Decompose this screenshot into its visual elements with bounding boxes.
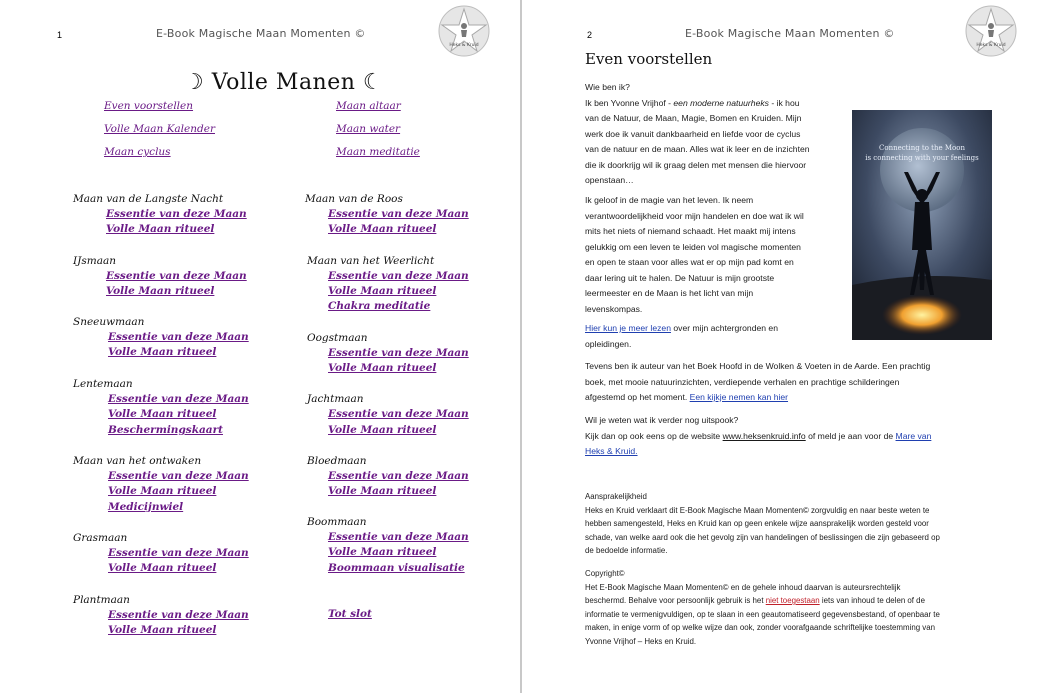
- text-line: Het E-Book Magische Maan Momenten© en de gehele inhoud daarvan is auteursrechtelijk: [585, 582, 901, 592]
- book-paragraph: Tevens ben ik auteur van het Boek Hoofd in de Wolken & Voeten in de Aarde. Een prachtig boek, met mooie natuurinzichten, verdiepende verhalen en prachtige schilderingen afgestemd op het moment. Een kijkje nemen kan hier: [585, 359, 1005, 406]
- moon-link[interactable]: Volle Maan ritueel: [328, 546, 437, 558]
- text-line: hebben samengesteld, Heks en Kruid kan op geen enkele wijze aansprakelijk worden gesteld voor: [585, 519, 929, 528]
- moon-heading: Plantmaan: [73, 594, 130, 606]
- text-line: gelukkig om een leven te leiden vol magische momenten: [585, 241, 801, 252]
- moon-heading: Boommaan: [307, 516, 367, 528]
- toc-link-even-voorstellen[interactable]: Even voorstellen: [104, 100, 194, 112]
- text-line: informatie te vermenigvuldigen, op te slaan in een geautomatiseerd gegevensbestand, of openbaar te: [585, 609, 940, 619]
- text-line: mits het niets of niemand schaadt. Het maakt mij intens: [585, 226, 796, 236]
- page-number: 1: [57, 30, 63, 40]
- toc-link-tot-slot[interactable]: Tot slot: [328, 608, 372, 620]
- more-info-paragraph: Hier kun je meer lezen over mijn achtergronden en opleidingen.: [585, 321, 845, 352]
- page-number: 2: [587, 30, 593, 40]
- text-line: levenskompas.: [585, 303, 643, 314]
- text-line: opleidingen.: [585, 338, 632, 349]
- toc-link-maan-meditatie[interactable]: Maan meditatie: [336, 146, 420, 158]
- meer-lezen-link[interactable]: Hier kun je meer lezen: [585, 323, 671, 333]
- moon-link[interactable]: Essentie van deze Maan: [108, 609, 249, 621]
- copyright-section: Copyright© Het E-Book Magische Maan Momenten© en de gehele inhoud daarvan is auteursrechtelijk beschermd. Behalve voor persoonlijk gebruik is het niet toegestaan iets van inhoud te delen of de informatie te vermenigvuldigen, op te slaan in een geautomatiseerd gegevensbestand, of openbaar te maken, in enige vorm of op welke wijze dan ook, zonder voorafgaande schriftelijke toestemming van Yvonne Vrijhof – Heks en Kruid.: [585, 567, 1025, 648]
- image-caption-line2: is connecting with your feelings: [865, 154, 979, 162]
- moon-link[interactable]: Chakra meditatie: [328, 300, 431, 312]
- moon-link[interactable]: Essentie van deze Maan: [328, 531, 469, 543]
- newsletter-link[interactable]: Mare van: [895, 430, 932, 441]
- text-line: daar lering uit te halen. De Natuur is mijn grootste: [585, 272, 775, 283]
- question-heading: Wil je weten wat ik verder nog uitspook?: [585, 415, 739, 425]
- toc-link-volle-maan-kalender[interactable]: Volle Maan Kalender: [104, 123, 215, 135]
- moon-link[interactable]: Essentie van deze Maan: [328, 208, 469, 220]
- heks-kruid-logo: [437, 4, 491, 58]
- toc-link-maan-altaar[interactable]: Maan altaar: [336, 100, 401, 112]
- moon-heading: Maan van de Roos: [305, 193, 403, 205]
- text-line: van de Natuur, de Maan, Magie, Bomen en Kruiden. Mijn: [585, 113, 802, 123]
- moon-link[interactable]: Beschermingskaart: [108, 424, 223, 436]
- moon-link[interactable]: Volle Maan ritueel: [106, 223, 215, 235]
- disclaimer-title: Aansprakelijkheid: [585, 492, 647, 501]
- niet-toegestaan-link[interactable]: niet toegestaan: [765, 596, 820, 605]
- moon-link[interactable]: Essentie van deze Maan: [328, 270, 469, 282]
- text-line: Ik geloof in de magie van het leven. Ik neem: [585, 195, 754, 205]
- disclaimer-section: [585, 490, 1025, 558]
- moon-link[interactable]: Volle Maan ritueel: [108, 562, 217, 574]
- text-line: Tevens ben ik auteur van het Boek Hoofd in de Wolken & Voeten in de Aarde. Een prachtig: [585, 361, 931, 371]
- moon-link[interactable]: Volle Maan ritueel: [108, 408, 217, 420]
- moon-link[interactable]: Essentie van deze Maan: [108, 547, 249, 559]
- moon-link[interactable]: Volle Maan ritueel: [328, 485, 437, 497]
- moon-link[interactable]: Volle Maan ritueel: [328, 424, 437, 436]
- website-paragraph: Wil je weten wat ik verder nog uitspook? Kijk dan op ook eens op de website www.heksenkruid.info of meld je aan voor de Mare van Heks & Kruid.: [585, 413, 1005, 460]
- page-right: [522, 0, 1043, 693]
- header-title: E-Book Magische Maan Momenten ©: [156, 27, 366, 40]
- moon-heading: IJsmaan: [73, 255, 116, 267]
- moon-heading: Bloedmaan: [307, 455, 367, 467]
- text-line: Heks en Kruid verklaart dit E-Book Magische Maan Momenten© zorgvuldig en naar beste weten te: [585, 505, 930, 515]
- moon-link[interactable]: Volle Maan ritueel: [328, 362, 437, 374]
- moon-heading: Oogstmaan: [307, 332, 368, 344]
- copyright-title: Copyright©: [585, 569, 625, 578]
- question-heading: Wie ben ik?: [585, 82, 630, 92]
- moon-link[interactable]: Essentie van deze Maan: [328, 408, 469, 420]
- moon-woman-image: [852, 110, 992, 340]
- logo-text: Heks & Kruid: [976, 43, 1006, 48]
- page-title: ☽ Volle Manen ☾: [184, 70, 384, 95]
- text-line: boek, met mooie natuurinzichten, verdiepende verhalen en prachtige schilderingen: [585, 376, 900, 387]
- moon-link[interactable]: Essentie van deze Maan: [328, 470, 469, 482]
- moon-heading: Sneeuwmaan: [73, 316, 145, 328]
- moon-link[interactable]: Boommaan visualisatie: [328, 562, 465, 574]
- moon-link[interactable]: Essentie van deze Maan: [106, 270, 247, 282]
- header-title: E-Book Magische Maan Momenten ©: [685, 27, 895, 40]
- moon-link[interactable]: Volle Maan ritueel: [108, 485, 217, 497]
- text-line: werk doe ik vanuit dankbaarheid en liefde voor de cyclus: [585, 128, 801, 139]
- moon-heading: Lentemaan: [73, 378, 133, 390]
- moon-link[interactable]: Essentie van deze Maan: [106, 208, 247, 220]
- moon-link[interactable]: Volle Maan ritueel: [328, 223, 437, 235]
- text-line: en open te staan voor alles wat er op mijn pad komt en: [585, 257, 794, 267]
- text-line: Yvonne Vrijhof – Heks en Kruid.: [585, 636, 697, 646]
- moon-link[interactable]: Essentie van deze Maan: [328, 347, 469, 359]
- text-line: maken, in enige vorm of op welke wijze dan ook, zonder voorafgaande schriftelijke toestemming van: [585, 623, 936, 632]
- text-line: leermeester en de Maan is het licht van mijn: [585, 288, 754, 298]
- newsletter-link-cont[interactable]: Heks & Kruid.: [585, 446, 638, 456]
- belief-paragraph: [585, 193, 845, 317]
- image-caption-line1: Connecting to the Moon: [879, 144, 965, 152]
- moon-link[interactable]: Essentie van deze Maan: [108, 331, 249, 343]
- moon-link[interactable]: Medicijnwiel: [108, 501, 184, 513]
- moon-heading: Maan van het Weerlicht: [307, 255, 435, 267]
- text-line: van de natuur en de maan. Alles wat ik leer en de inzichten: [585, 144, 810, 154]
- moon-heading: Grasmaan: [73, 532, 128, 544]
- logo-text: Heks & Kruid: [449, 43, 479, 48]
- moon-link[interactable]: Volle Maan ritueel: [108, 624, 217, 636]
- moon-link[interactable]: Volle Maan ritueel: [108, 346, 217, 358]
- heks-kruid-logo: [964, 4, 1018, 58]
- page-left: [0, 0, 520, 693]
- website-link[interactable]: www.heksenkruid.info: [722, 430, 806, 441]
- text-line: de bedoelde informatie.: [585, 546, 668, 555]
- moon-link[interactable]: Volle Maan ritueel: [106, 285, 215, 297]
- moon-heading: Jachtmaan: [307, 393, 364, 405]
- text-line: Ik ben Yvonne Vrijhof - een moderne natuurheks - ik hou: [585, 97, 800, 108]
- moon-heading: Maan van de Langste Nacht: [73, 193, 224, 205]
- moon-heading: Maan van het ontwaken: [73, 455, 202, 467]
- text-line: openstaan…: [585, 175, 634, 185]
- kijkje-link[interactable]: Een kijkje nemen kan hier: [689, 392, 789, 402]
- section-title: Even voorstellen: [585, 50, 713, 68]
- moon-link[interactable]: Essentie van deze Maan: [108, 393, 249, 405]
- toc-link-maan-cyclus[interactable]: Maan cyclus: [104, 146, 171, 158]
- text-line: schade, van welke aard ook die het gevolg zijn van handelingen of beslissingen die zijn gebaseerd op: [585, 532, 940, 542]
- text-line: verantwoordelijkheid voor mijn handelen en doe wat ik wil: [585, 210, 804, 221]
- text-line: die ik doorkrijg wil ik graag delen met mensen die hiervoor: [585, 159, 807, 170]
- moon-link[interactable]: Essentie van deze Maan: [108, 470, 249, 482]
- toc-link-maan-water[interactable]: Maan water: [336, 123, 401, 135]
- moon-link[interactable]: Volle Maan ritueel: [328, 285, 437, 297]
- intro-text: [585, 80, 845, 189]
